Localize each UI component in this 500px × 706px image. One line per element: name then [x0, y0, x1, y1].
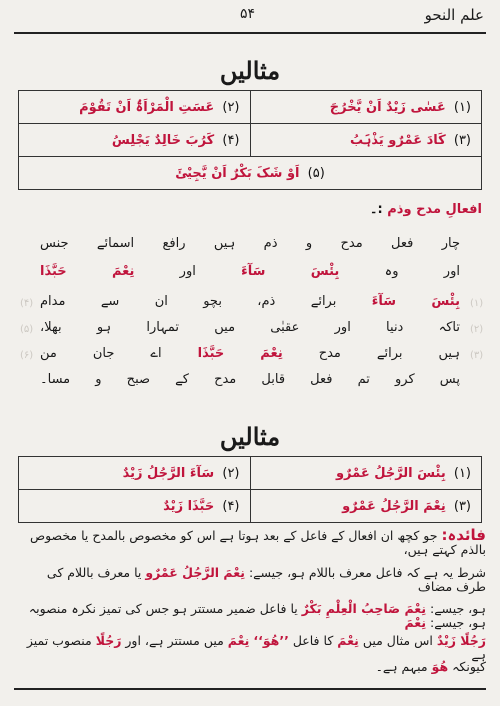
arabic-example: عَسٰی زَیْدٌ اَنْ یَّخْرُجَ	[329, 99, 446, 115]
item-number: (۱)	[453, 465, 471, 481]
table-cell	[19, 124, 251, 157]
keyword: نِعْمَ	[260, 346, 283, 361]
table-row	[19, 157, 482, 190]
verse-text: تاکہ دنیا اور عقبٰی میں تمہارا ہو بھلا،	[40, 320, 460, 335]
note-line	[16, 602, 486, 630]
note-text: جو کچھ ان افعال کے فاعل کے بعد ہوتا ہے اس کو مخصوص بالمدح یا مخصوص بالذم کہتے ہیں،	[29, 528, 486, 557]
note-text: اس مثال میں	[362, 633, 433, 648]
item-number: (۱)	[453, 99, 471, 115]
arabic-example: بِئْسَ الرَّجُلُ عَمْرٌو	[335, 465, 446, 481]
bleed-through-mark: (۲)	[470, 324, 484, 335]
verse-line	[40, 320, 460, 335]
note-text: ہو، جیسے:	[430, 601, 486, 616]
footer-rule	[14, 688, 486, 690]
note-text: یا فاعل ضمیر مستتر ہو جس کی تمیز نکرہ منصوبہ ہو، جیسے:	[28, 601, 486, 630]
arabic-example: نِعْمَ	[337, 633, 359, 648]
running-header-title: علم النحو	[424, 6, 484, 24]
table-cell	[250, 124, 482, 157]
note-label: فائدہ:	[441, 526, 486, 544]
bleed-through-mark: (۳)	[470, 350, 484, 361]
page-number: ۵۴	[240, 6, 256, 22]
arabic-example: عَسَتِ الْمَرْاَۃُ اَنْ تَقُوْمَ	[79, 99, 215, 115]
arabic-example: ھُوَ	[431, 659, 449, 674]
table-cell	[250, 91, 482, 124]
note-text: میں مستتر ہے، اور	[125, 633, 224, 648]
table-row	[19, 124, 482, 157]
verse-text: برائے ذم، بچو ان سے مدام	[40, 294, 337, 309]
item-number: (۳)	[453, 498, 471, 514]
heading-examples-2: مثالیں	[219, 422, 281, 451]
note-text: منصوب تمیز ہے	[26, 633, 486, 662]
item-number: (۳)	[453, 132, 471, 148]
arabic-example: کَرُبَ خَالِدٌ یَجْلِسُ	[111, 132, 215, 148]
verse-text: اور وہ	[384, 264, 460, 279]
arabic-example: کَادَ عَمْرٌو یَذْہَبُ	[350, 132, 446, 148]
arabic-example: نِعْمَ	[227, 633, 250, 648]
note-line	[16, 660, 486, 674]
subheading-tail: :۔	[369, 202, 383, 217]
subheading-label: افعالِ مدح وذم	[387, 202, 482, 217]
keyword: سَآءَ	[371, 294, 397, 309]
table-cell	[19, 490, 251, 523]
table-cell	[250, 490, 482, 523]
table-row	[19, 457, 482, 490]
keyword: بِئْسَ	[431, 294, 460, 309]
verse-line	[40, 236, 460, 251]
item-number: (۴)	[222, 132, 240, 148]
table-cell	[19, 457, 251, 490]
note-text: کیونکہ	[452, 659, 486, 674]
examples-table-1	[18, 90, 482, 190]
bleed-through-mark: (۴)	[20, 298, 34, 309]
keyword: نِعْمَ	[111, 264, 135, 279]
verse-line	[40, 264, 460, 279]
verse-text: پس کرو تم فعل قابل مدح کے صبح و مسا۔	[40, 372, 460, 387]
item-number: (۵)	[307, 165, 325, 181]
verse-text: ہیں برائے مدح	[318, 346, 460, 361]
arabic-example: ’’ھُوَ‘‘	[253, 633, 289, 648]
table-cell	[19, 157, 482, 190]
arabic-example: سَآءَ الرَّجُلُ زَیْدٌ	[122, 465, 215, 481]
arabic-example: نِعْمَ صَاحِبُ الْعِلْمِ بَکْرٌ	[301, 601, 427, 616]
verse-line	[40, 294, 460, 309]
keyword: بِئْسَ	[310, 264, 340, 279]
item-number: (۴)	[222, 498, 240, 514]
header-rule	[14, 32, 486, 34]
note-line	[16, 566, 486, 594]
arabic-example: اَوْ شَکَ بَکْرٌ اَنْ یَّجِیْئَ	[175, 165, 300, 181]
bleed-through-mark: (۵)	[20, 324, 34, 335]
note-line	[16, 634, 486, 662]
note-text: کا فاعل	[292, 633, 334, 648]
keyword: حَبَّذَا	[197, 346, 225, 361]
keyword: سَآءَ	[241, 264, 266, 279]
bleed-through-mark: (۱)	[470, 298, 484, 309]
verse-text: اور	[179, 264, 196, 279]
heading-examples-1: مثالیں	[219, 56, 281, 85]
arabic-example: نِعْمَ الرَّجُلُ عَمْرٌو	[145, 565, 245, 580]
keyword: حَبَّذَا	[40, 264, 67, 279]
bleed-through-mark: (۶)	[20, 350, 34, 361]
table-row	[19, 490, 482, 523]
verse-line	[40, 346, 460, 361]
table-cell	[19, 91, 251, 124]
arabic-example: نِعْمَ الرَّجُلُ عَمْرٌو	[342, 498, 446, 514]
examples-table-2	[18, 456, 482, 523]
note-line	[16, 528, 486, 557]
verse-text: اے جان من	[40, 346, 162, 361]
note-text: مبہم ہے۔	[375, 659, 428, 674]
arabic-example: نِعْمَ	[404, 615, 427, 630]
verse-line	[40, 372, 460, 387]
arabic-example: رَجُلًا	[95, 633, 122, 648]
verse-text: چار فعل مدح و ذم ہیں رافع اسمائے جنس	[40, 236, 460, 251]
subheading-verbs-of-praise-blame	[370, 202, 482, 217]
note-text: شرط یہ ہے کہ فاعل معرف باللام ہو، جیسے:	[248, 565, 486, 580]
item-number: (۲)	[222, 465, 240, 481]
note-text: یا معرف باللام کی طرف مضاف	[46, 565, 486, 594]
arabic-example: رَجُلًا زَیْدٌ	[436, 633, 486, 648]
table-cell	[250, 457, 482, 490]
arabic-example: حَبَّذَا زَیْدٌ	[163, 498, 215, 514]
table-row	[19, 91, 482, 124]
item-number: (۲)	[222, 99, 240, 115]
